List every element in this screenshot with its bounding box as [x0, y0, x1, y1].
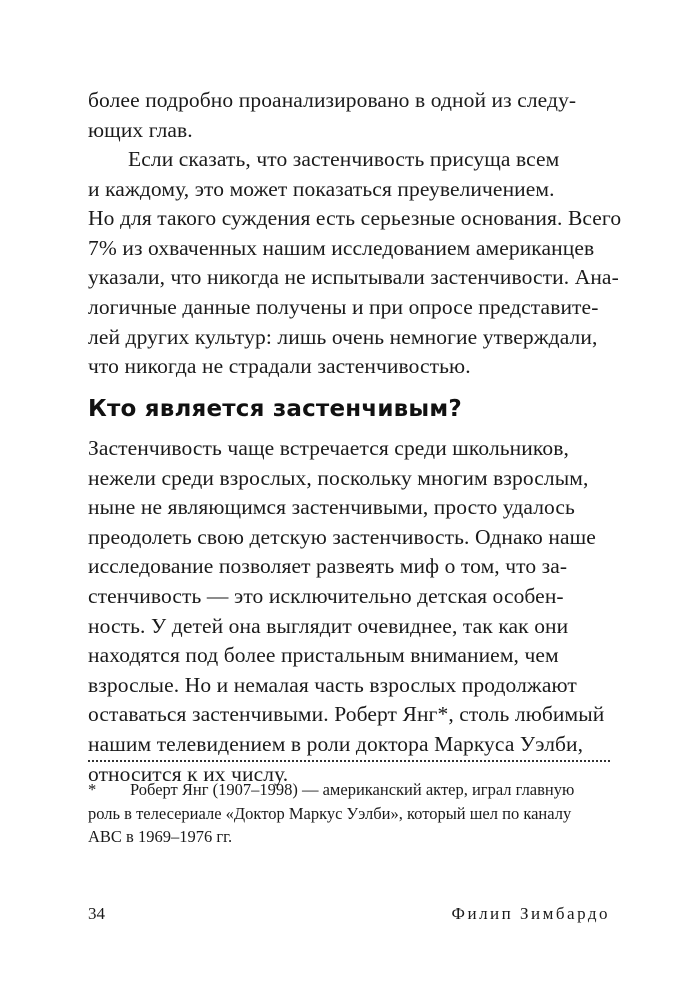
- text-line: находятся под более пристальным вниманием, чем: [88, 643, 559, 668]
- text-line: указали, что никогда не испытывали застенчивости. Ана-: [88, 265, 619, 290]
- text-line: ность. У детей она выглядит очевиднее, так как они: [88, 613, 569, 638]
- page-footer: [88, 904, 610, 928]
- text-line: более подробно проанализировано в одной из следу-: [88, 88, 577, 112]
- text-line: Если сказать, что застенчивость присуща всем: [128, 147, 560, 171]
- text-line: взрослые. Но и немалая часть взрослых продолжают: [88, 672, 577, 697]
- page-number: 34: [88, 904, 105, 923]
- text-line: что никогда не страдали застенчивостью.: [88, 354, 471, 379]
- footnote-line: роль в телесериале «Доктор Маркус Уэлби», который шел по каналу: [88, 803, 572, 823]
- footnote-marker: *: [88, 780, 97, 799]
- text-line: стенчивость — это исключительно детская особен-: [88, 583, 564, 608]
- text-line: преодолеть свою детскую застенчивость. Однако наше: [88, 524, 596, 549]
- text-line: 7% из охваченных нашим исследованием американцев: [88, 235, 595, 260]
- footnote-divider: [88, 760, 610, 762]
- text-line: Но для такого суждения есть серьезные основания. Всего: [88, 206, 622, 231]
- text-line: логичные данные получены и при опросе представите-: [88, 294, 599, 319]
- text-line: исследование позволяет развеять миф о том, что за-: [88, 554, 568, 579]
- footnote-text: Роберт Янг (1907–1998) — американский актер, играл главную: [130, 780, 575, 799]
- section-heading: Кто является застенчивым?: [88, 396, 462, 422]
- text-line: оставаться застенчивыми. Роберт Янг*, столь любимый: [88, 702, 605, 727]
- running-author: Филип Зимбардо: [451, 904, 610, 923]
- text-line: нашим телевидением в роли доктора Маркуса Уэлби,: [88, 731, 584, 756]
- text-line: и каждому, это может показаться преувеличением.: [88, 176, 555, 201]
- text-line: Застенчивость чаще встречается среди школьников,: [88, 436, 569, 460]
- paragraph-continued: [88, 86, 576, 145]
- paragraph: [88, 145, 621, 382]
- text-line: нежели среди взрослых, поскольку многим взрослым,: [88, 465, 589, 490]
- text-line: ющих глав.: [88, 117, 193, 142]
- footnote-line: ABC в 1969–1976 гг.: [88, 827, 233, 846]
- paragraph: [88, 434, 604, 789]
- text-line: относится к их числу.: [88, 761, 289, 786]
- text-line: лей других культур: лишь очень немногие утверждали,: [88, 324, 598, 349]
- text-line: ныне не являющимся застенчивыми, просто удалось: [88, 495, 575, 520]
- footnote: [88, 778, 610, 849]
- footnote-line: [88, 778, 610, 802]
